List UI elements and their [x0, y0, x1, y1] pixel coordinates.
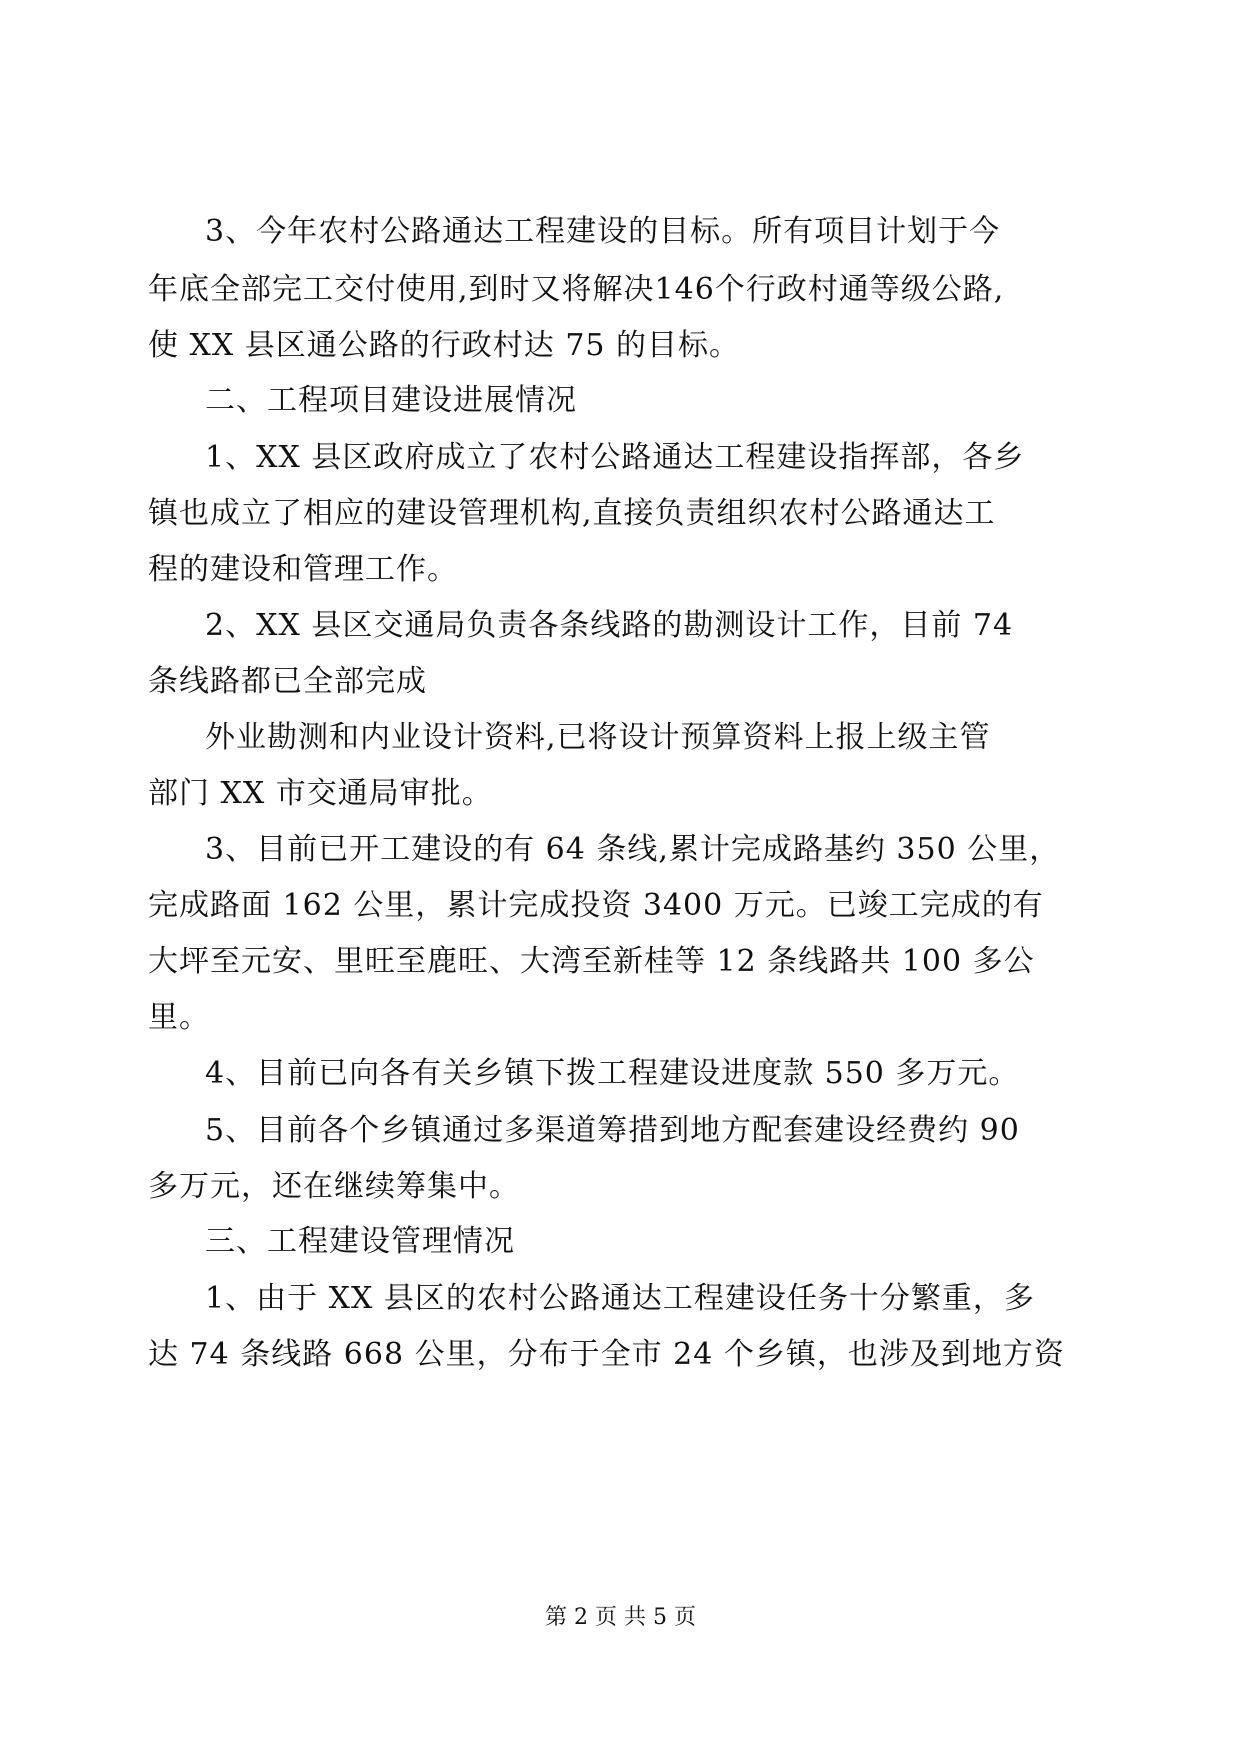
text-line: 2、XX 县区交通局负责各条线路的勘测设计工作，目前 74: [205, 608, 1014, 643]
text-line: 里。: [148, 1000, 210, 1035]
text-line: 条线路都已全部完成: [148, 664, 427, 699]
text-line: 1、由于 XX 县区的农村公路通达工程建设任务十分繁重，多: [205, 1281, 1035, 1316]
page-footer: 第 2 页 共 5 页: [545, 1605, 696, 1630]
text-line: 4、目前已向各有关乡镇下拨工程建设进度款 550 多万元。: [205, 1056, 1020, 1091]
text-line: 3、今年农村公路通达工程建设的目标。所有项目计划于今: [205, 214, 1001, 249]
text-line: 3、目前已开工建设的有 64 条线,累计完成路基约 350 公里，: [205, 832, 1061, 867]
section-heading: 二、工程项目建设进展情况: [205, 383, 577, 418]
text-line: 年底全部完工交付使用,到时又将解决146个行政村通等级公路,: [148, 272, 1005, 307]
text-line: 达 74 条线路 668 公里，分布于全市 24 个乡镇，也涉及到地方资: [148, 1337, 1065, 1372]
text-line: 部门 XX 市交通局审批。: [148, 776, 493, 811]
text-line: 多万元，还在继续筹集中。: [148, 1169, 520, 1204]
text-line: 大坪至元安、里旺至鹿旺、大湾至新桂等 12 条线路共 100 多公: [148, 944, 1035, 979]
text-line: 镇也成立了相应的建设管理机构,直接负责组织农村公路通达工: [148, 496, 996, 531]
text-line: 程的建设和管理工作。: [148, 552, 458, 587]
text-line: 5、目前各个乡镇通过多渠道筹措到地方配套建设经费约 90: [205, 1113, 1020, 1148]
text-line: 外业勘测和内业设计资料,已将设计预算资料上报上级主管: [205, 720, 991, 755]
text-line: 使 XX 县区通公路的行政村达 75 的目标。: [148, 328, 741, 363]
section-heading: 三、工程建设管理情况: [205, 1224, 515, 1259]
text-line: 1、XX 县区政府成立了农村公路通达工程建设指挥部，各乡: [205, 440, 1025, 475]
text-line: 完成路面 162 公里，累计完成投资 3400 万元。已竣工完成的有: [148, 888, 1044, 923]
